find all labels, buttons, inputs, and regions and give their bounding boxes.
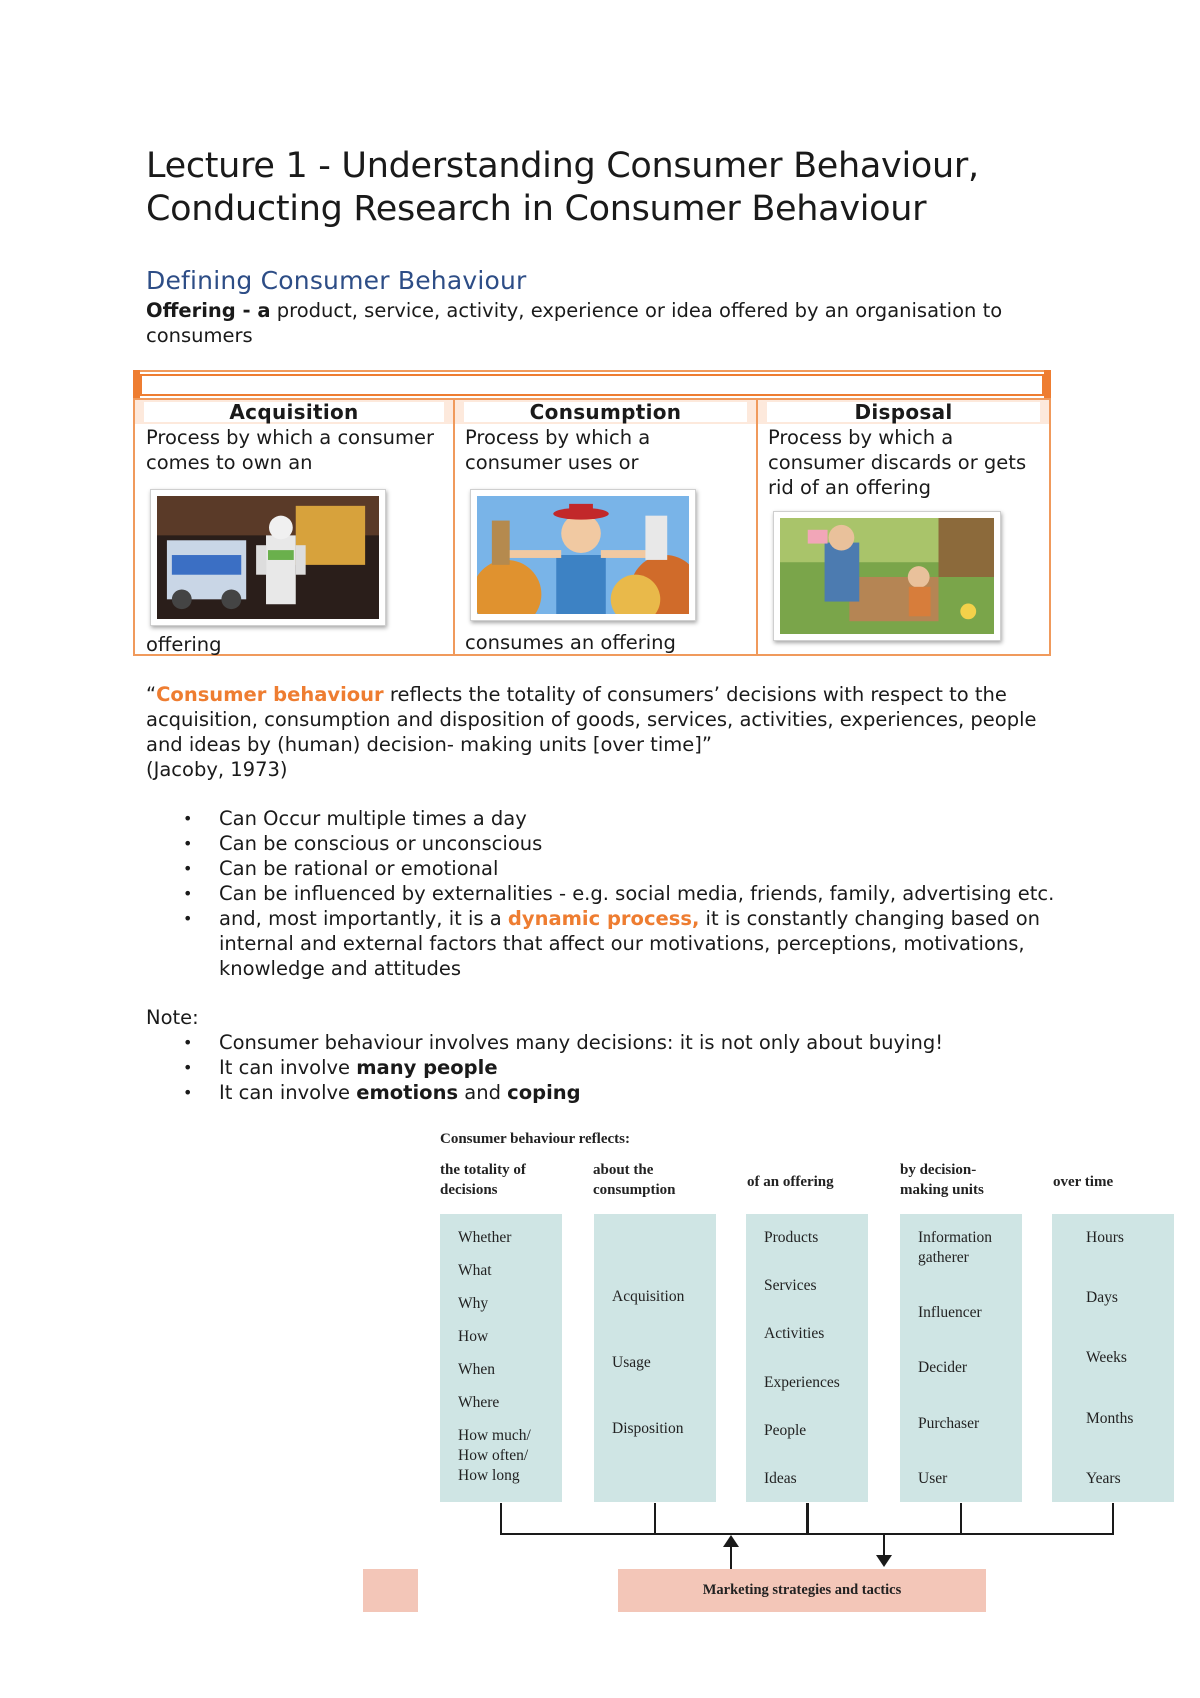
quote-open: “ — [146, 683, 157, 706]
figure-item: Years — [1086, 1470, 1121, 1487]
figure-item: Information gatherer — [918, 1229, 993, 1266]
offering-text: product, service, activity, experience or idea offered by an organisation to consumers — [146, 299, 1003, 347]
figure-item: When — [458, 1361, 496, 1378]
figure-item: Hours — [1086, 1229, 1124, 1246]
dynamic-highlight: dynamic process, — [507, 907, 700, 930]
figure-item: Activities — [764, 1325, 825, 1342]
characteristics-list — [146, 806, 1076, 981]
note-bold: coping — [507, 1081, 581, 1104]
figure-item: Where — [458, 1394, 500, 1411]
figure-item: Why — [458, 1295, 489, 1312]
figure-heading-decisions: the totality of decisions — [440, 1162, 526, 1198]
figure-item: Products — [764, 1229, 819, 1246]
consumption-desc: Process by which a consumer uses or — [465, 426, 651, 474]
table-accent-left — [133, 370, 140, 399]
arrow-up-icon — [723, 1535, 739, 1547]
figure-item: Decider — [918, 1359, 968, 1376]
disposal-illustration — [780, 518, 994, 634]
figure-item: What — [458, 1262, 492, 1279]
acquisition-desc-end: offering — [146, 633, 222, 656]
connector-line — [806, 1503, 809, 1535]
figure-item: How much/ How often/ How long — [458, 1427, 531, 1484]
figure-heading-offering: of an offering — [747, 1174, 834, 1190]
consumption-image — [470, 489, 696, 621]
figure-item: Acquisition — [612, 1288, 685, 1305]
connector-line — [654, 1503, 656, 1535]
consumption-desc-end: consumes an offering — [465, 631, 676, 654]
note-bold: many people — [356, 1056, 498, 1079]
note-pre: It can involve — [219, 1056, 357, 1079]
list-item: • Can Occur multiple times a day — [146, 806, 1076, 831]
figure-item: Disposition — [612, 1420, 684, 1437]
figure-item: People — [764, 1422, 807, 1439]
table-accent-right — [1044, 370, 1051, 399]
dynamic-before: and, most importantly, it is a — [219, 907, 508, 930]
offering-definition — [146, 298, 1066, 348]
figure-heading-time: over time — [1053, 1174, 1114, 1190]
acquisition-illustration — [157, 496, 379, 619]
figure-heading-dmu: by decision-making units — [900, 1162, 984, 1198]
list-item: • Can be influenced by externalities - e.g. social media, friends, family, advertising etc. — [146, 881, 1076, 906]
table-top-bar — [140, 374, 1044, 396]
table-col-divider — [756, 399, 758, 656]
connector-up — [730, 1545, 732, 1569]
acquisition-desc: Process by which a consumer comes to own an — [146, 426, 434, 474]
figure-item: Whether — [458, 1229, 512, 1246]
list-item: • Consumer behaviour involves many decisions: it is not only about buying! — [146, 1030, 1076, 1055]
note-list — [146, 1030, 1076, 1105]
figure-item: Weeks — [1086, 1349, 1127, 1366]
marketing-label: Marketing strategies and tactics — [702, 1582, 902, 1598]
note-pre: It can involve — [219, 1081, 357, 1104]
figure-item: Ideas — [764, 1470, 797, 1487]
pink-square — [363, 1569, 418, 1612]
list-item-dynamic — [146, 906, 1076, 981]
note-mid: and — [458, 1081, 508, 1104]
dynamic-after: it is constantly changing based on internal and external factors that affect our motivations, perceptions, motivations, knowledge and attitudes — [219, 907, 1040, 980]
page-title: Lecture 1 - Understanding Consumer Behaviour, Conducting Research in Consumer Behaviour — [146, 146, 979, 229]
figure-heading-consumption: about the consumption — [593, 1162, 676, 1198]
col-heading-consumption: Consumption — [529, 400, 682, 424]
table-col-divider — [453, 399, 455, 656]
connector-down — [883, 1535, 885, 1557]
col-heading-disposal: Disposal — [854, 400, 953, 424]
offering-term: Offering - a — [146, 299, 271, 322]
col-heading-acquisition: Acquisition — [229, 400, 359, 424]
figure-item: Months — [1086, 1410, 1134, 1427]
quote-body: reflects the totality of consumers’ decisions with respect to the acquisition, consumption and disposition of goods, services, activities, experiences, people and ideas by (human) decision- making units [over time]” — [146, 683, 1037, 756]
quote-citation: (Jacoby, 1973) — [146, 758, 288, 781]
figure-item: Purchaser — [918, 1415, 980, 1432]
figure-item: Services — [764, 1277, 817, 1294]
list-item — [146, 1080, 1076, 1105]
figure-item: Days — [1086, 1289, 1118, 1306]
figure-item: How — [458, 1328, 489, 1345]
list-item: • Can be conscious or unconscious — [146, 831, 1076, 856]
connector-line — [500, 1503, 502, 1535]
figure-box-offering — [746, 1214, 868, 1502]
figure-item: Experiences — [764, 1374, 840, 1391]
definition-quote — [146, 682, 1076, 782]
section-heading: Defining Consumer Behaviour — [146, 266, 527, 295]
disposal-image — [773, 511, 1001, 641]
list-item — [146, 1055, 1076, 1080]
quote-highlight: Consumer behaviour — [156, 683, 384, 706]
acquisition-image — [150, 489, 386, 626]
note-label: Note: — [146, 1006, 199, 1029]
figure-item: User — [918, 1470, 948, 1487]
figure-item: Usage — [612, 1354, 651, 1371]
arrow-down-icon — [876, 1555, 892, 1567]
connector-line — [960, 1503, 962, 1535]
connector-horizontal — [500, 1533, 1114, 1535]
figure-title: Consumer behaviour reflects: — [440, 1131, 630, 1147]
disposal-desc: Process by which a consumer discards or gets rid of an offering — [768, 426, 1027, 499]
figure-item: Influencer — [918, 1304, 982, 1321]
connector-line — [1112, 1503, 1114, 1535]
list-item: • Can be rational or emotional — [146, 856, 1076, 881]
consumption-illustration — [477, 496, 689, 614]
note-bold: emotions — [356, 1081, 459, 1104]
